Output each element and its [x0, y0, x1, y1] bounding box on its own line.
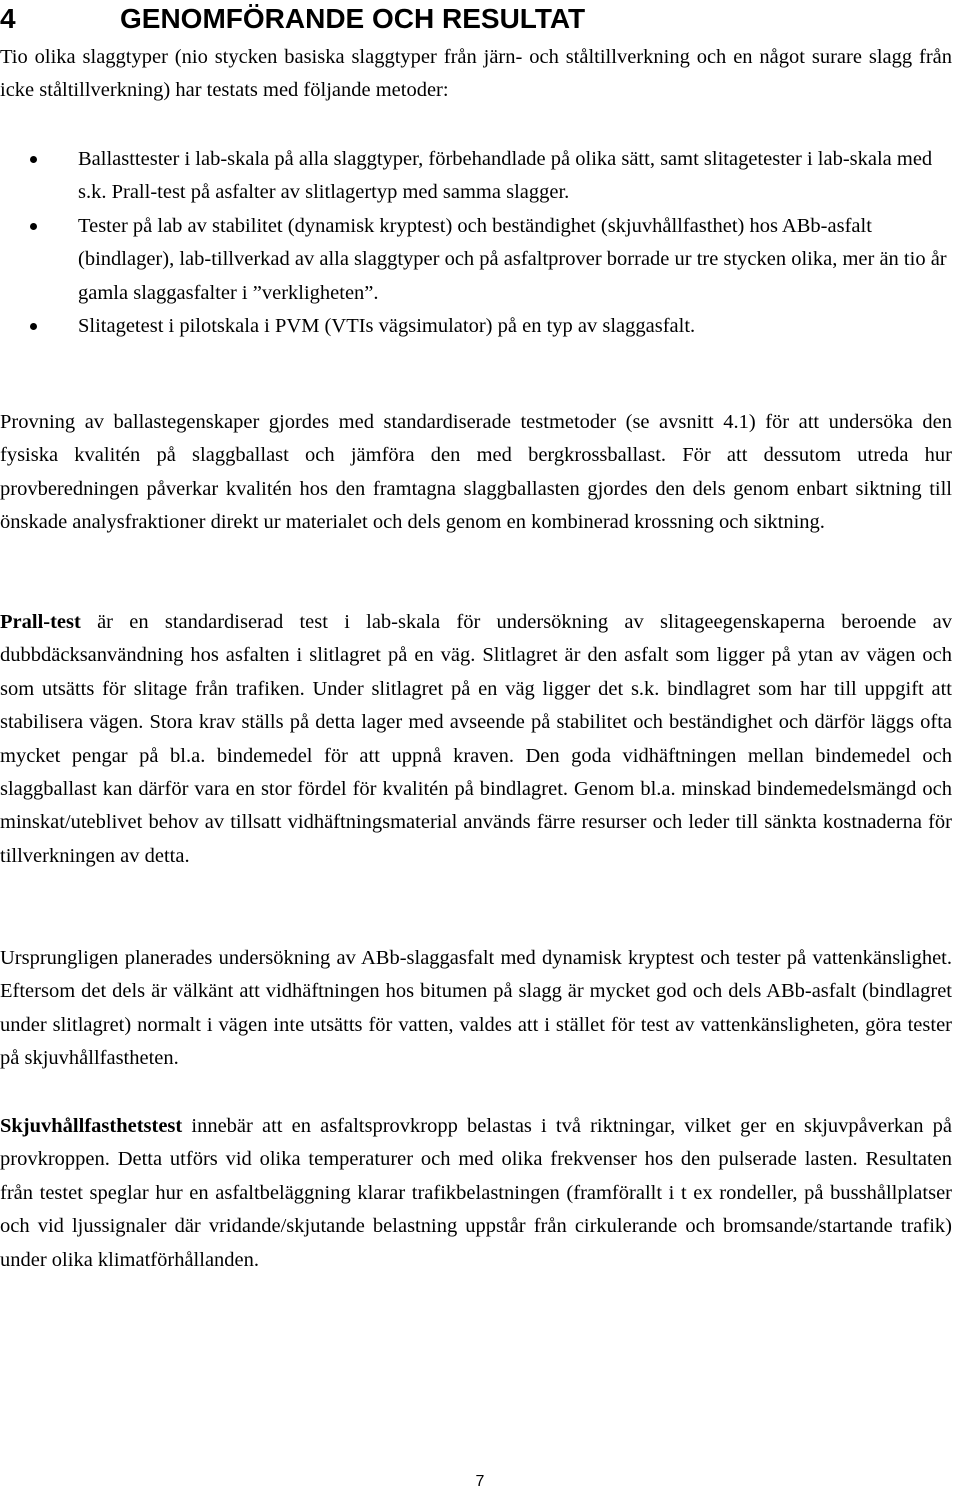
- shear-term: Skjuvhållfasthetstest: [0, 1115, 183, 1137]
- list-item: [0, 310, 952, 343]
- ballast-paragraph: Provning av ballastegenskaper gjordes med standardiserade testmetoder (se avsnitt 4.1) för att undersöka den fysiska kvalitén på slaggballast och jämföra den med bergkrossballast. För att dessutom utreda hur provberedningen påverkar kvalitén hos den framtagna slaggballasten gjordes den dels genom enbart siktning till önskade analysfraktioner direkt ur materialet och dels genom en kombinerad krossning och siktning.: [0, 411, 952, 534]
- list-item-text: Slitagetest i pilotskala i PVM (VTIs vägsimulator) på en typ av slaggasfalt.: [78, 315, 696, 338]
- list-item: [0, 143, 952, 210]
- method-list: [0, 143, 952, 343]
- shear-text: innebär att en asfaltsprovkropp belastas i två riktningar, vilket ger en skjuvpåverkan på provkroppen. Detta utförs vid olika temperaturer och med olika frekvenser hos den pulserade lasten. Resultaten från testet speglar hur en asfaltbeläggning klarar trafikbelastningen (framförallt i t ex rondeller, på busshållplatser och vid ljussignaler där vridande/skjutande belastning uppstår från cirkulerande och bromsande/startande trafik) under olika klimatförhållanden.: [0, 1115, 952, 1271]
- list-item-text: Ballasttester i lab-skala på alla slaggtyper, förbehandlade på olika sätt, samt slitagetester i lab-skala med s.k. Prall-test på asfalter av slitlagertyp med samma slagger.: [78, 148, 933, 204]
- prall-text: är en standardiserad test i lab-skala för undersökning av slitageegenskaperna beroende av dubbdäcksanvändning hos asfalten i slitlagret på en väg. Slitlagret är den asfalt som ligger på ytan av vägen och som utsätts för slitage från trafiken. Under slitlagret på en väg ligger det s.k. bindlagret som har till uppgift att stabilisera vägen. Stora krav ställs på detta lager med avseende på stabilitet och beständighet och därför läggs ofta mycket pengar på bl.a. bindemedel för att uppnå kraven. Den goda vidhäftningen mellan bindemedel och slaggballast kan därför vara en stor fördel för kvalitén på bindlagret. Genom bl.a. minskad bindemedelsmängd och minskat/uteblivet behov av tillsatt vidhäftningsmaterial används färre resurser och leder till sänkta kostnaderna för tillverkningen av detta.: [0, 611, 952, 867]
- bullet-icon: [30, 156, 37, 163]
- prall-paragraph: [0, 606, 952, 873]
- section-number: 4: [0, 3, 16, 34]
- bullet-icon: [30, 323, 37, 330]
- list-item-text: Tester på lab av stabilitet (dynamisk kryptest) och beständighet (skjuvhållfasthet) hos ABb-asfalt (bindlager), lab-tillverkad av alla slaggtyper och på asfaltprover borrade ur tre stycken olika, mer än tio år gamla slaggasfalter i ”verkligheten”.: [78, 214, 947, 304]
- shear-paragraph: [0, 1110, 952, 1277]
- section-title: GENOMFÖRANDE OCH RESULTAT: [120, 3, 586, 34]
- original-plan-paragraph: Ursprungligen planerades undersökning av ABb-slaggasfalt med dynamisk kryptest och tester på vattenkänslighet. Eftersom det dels är välkänt att vidhäftningen hos bitumen på slagg är mycket god och dels ABb-asfalt (bindlagret under slitlagret) normalt i vägen inte utsätts för vatten, valdes att i stället för test av vattenkänsligheten, göra tester på skjuvhållfastheten.: [0, 947, 952, 1070]
- section-heading: [0, 2, 940, 36]
- intro-paragraph: Tio olika slaggtyper (nio stycken basiska slaggtyper från järn- och ståltillverkning och en något surare slagg från icke ståltillverkning) har testats med följande metoder:: [0, 46, 952, 102]
- prall-term: Prall-test: [0, 611, 81, 633]
- bullet-icon: [30, 223, 37, 230]
- page-number: 7: [475, 1473, 485, 1490]
- list-item: [0, 210, 952, 310]
